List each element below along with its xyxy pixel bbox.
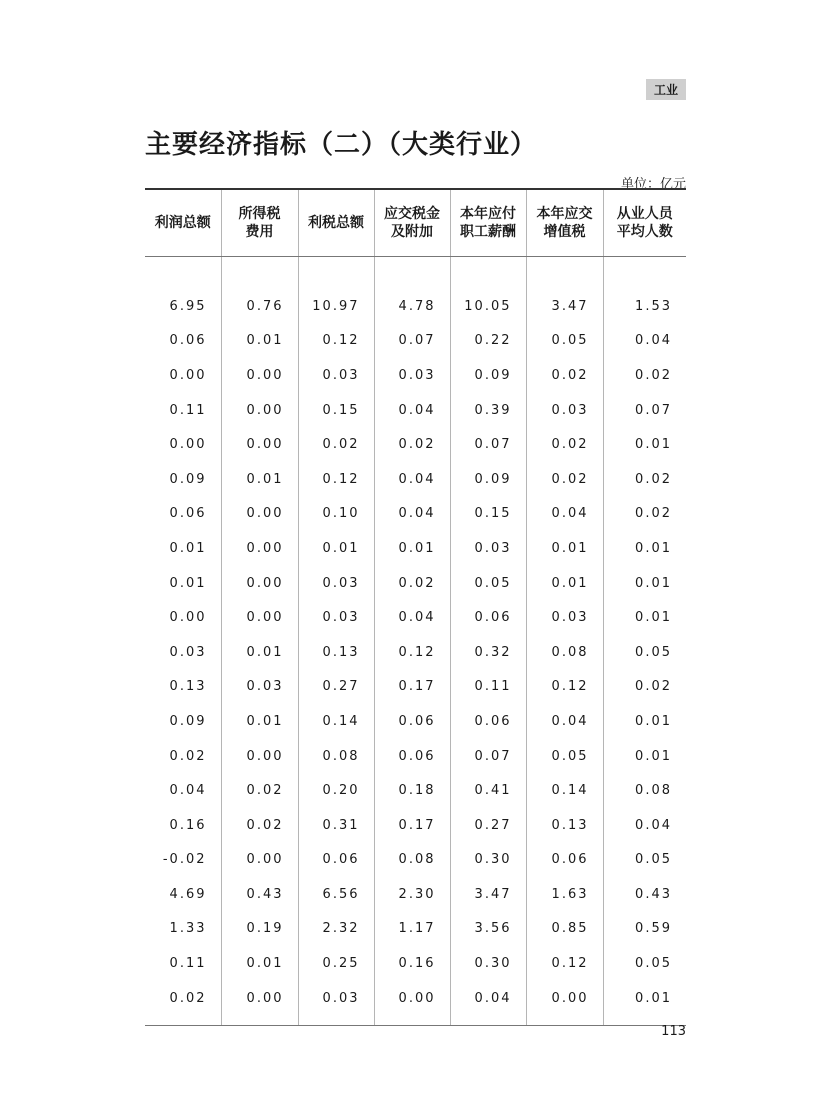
table-cell: 0.02 <box>374 566 450 601</box>
table-row <box>145 600 686 635</box>
table-cell: 0.02 <box>603 497 686 532</box>
table-cell: 4.78 <box>374 257 450 324</box>
table-cell: 0.00 <box>526 981 603 1026</box>
table-cell: 0.13 <box>169 679 207 695</box>
page-title: 主要经济指标（二）（大类行业） <box>145 130 538 160</box>
table-cell: 0.16 <box>374 946 450 981</box>
table-cell: 0.13 <box>298 635 374 670</box>
table-cell: 0.12 <box>298 324 374 359</box>
column-header-line: 费用 <box>245 224 274 240</box>
table-cell: 0.04 <box>374 497 450 532</box>
table-cell: 0.04 <box>603 324 686 359</box>
table-cell: 0.04 <box>374 462 450 497</box>
table-row <box>145 912 686 947</box>
table-row <box>145 566 686 601</box>
table-cell: 0.30 <box>450 843 526 878</box>
table-row <box>145 946 686 981</box>
table-cell: 0.03 <box>526 600 603 635</box>
table-cell: 0.07 <box>603 393 686 428</box>
table-cell: 0.07 <box>374 324 450 359</box>
table-cell: 0.14 <box>298 704 374 739</box>
table-cell: 0.25 <box>298 946 374 981</box>
table-row <box>145 462 686 497</box>
column-header-line: 利润总额 <box>154 215 211 231</box>
table-cell: 0.01 <box>221 324 298 359</box>
table-cell: 0.09 <box>450 462 526 497</box>
table-cell: 0.05 <box>603 635 686 670</box>
table-cell: 0.12 <box>298 462 374 497</box>
table-row <box>145 670 686 705</box>
column-header-line: 职工薪酬 <box>460 224 516 240</box>
table-cell: 0.08 <box>374 843 450 878</box>
table-cell: 1.63 <box>526 877 603 912</box>
table-cell: 0.08 <box>603 773 686 808</box>
table-cell: 0.16 <box>169 817 207 833</box>
table-cell: 0.17 <box>374 808 450 843</box>
table-cell: 0.08 <box>526 635 603 670</box>
table-cell: 0.30 <box>450 946 526 981</box>
table-row <box>145 773 686 808</box>
column-header-line: 所得税 <box>238 206 281 222</box>
table-cell: 0.00 <box>221 393 298 428</box>
table-cell: 0.09 <box>450 358 526 393</box>
column-header-line: 本年应付 <box>460 206 516 222</box>
table-row <box>145 843 686 878</box>
table-cell: 0.05 <box>526 324 603 359</box>
table-cell: 0.19 <box>221 912 298 947</box>
table-cell: 0.39 <box>450 393 526 428</box>
column-header <box>526 189 603 257</box>
table-cell: 0.00 <box>221 531 298 566</box>
column-header-line: 本年应交 <box>536 206 593 222</box>
table-cell: 0.01 <box>603 704 686 739</box>
table-cell: 0.04 <box>374 393 450 428</box>
table-cell: 0.00 <box>374 981 450 1026</box>
table-row <box>145 324 686 359</box>
table-cell: 0.02 <box>526 427 603 462</box>
table-cell: 0.09 <box>169 713 207 729</box>
table-cell: 0.20 <box>298 773 374 808</box>
table-cell: 0.02 <box>374 427 450 462</box>
table-cell: 0.31 <box>298 808 374 843</box>
table-row <box>145 427 686 462</box>
table-cell: -0.02 <box>162 852 207 868</box>
table-cell: 0.05 <box>450 566 526 601</box>
table-cell: 0.03 <box>298 566 374 601</box>
table-row <box>145 981 686 1026</box>
table-cell: 0.11 <box>169 402 207 418</box>
table-cell: 0.01 <box>221 462 298 497</box>
table-cell: 0.03 <box>169 644 207 660</box>
table-cell: 0.01 <box>603 739 686 774</box>
table-cell: 0.04 <box>526 497 603 532</box>
table-cell: 0.01 <box>603 566 686 601</box>
table-cell: 2.32 <box>298 912 374 947</box>
indicator-table <box>145 188 686 1026</box>
table-cell: 0.03 <box>526 393 603 428</box>
table-cell: 0.43 <box>221 877 298 912</box>
table-cell: 0.09 <box>169 471 207 487</box>
table-cell: 6.56 <box>298 877 374 912</box>
table-cell: 0.05 <box>603 946 686 981</box>
table-cell: 0.05 <box>603 843 686 878</box>
table-cell: 0.03 <box>298 600 374 635</box>
table-cell: 0.12 <box>374 635 450 670</box>
table-cell: 0.27 <box>298 670 374 705</box>
table-cell: 0.00 <box>221 566 298 601</box>
column-header-line: 及附加 <box>391 224 433 240</box>
table-cell: 0.12 <box>526 946 603 981</box>
column-header <box>221 189 298 257</box>
table-cell: 0.15 <box>450 497 526 532</box>
header-row <box>145 189 686 257</box>
table-cell: 0.02 <box>526 462 603 497</box>
table-cell: 2.30 <box>374 877 450 912</box>
table-row <box>145 257 686 324</box>
table-cell: 0.01 <box>298 531 374 566</box>
table-cell: 0.01 <box>221 635 298 670</box>
table-cell: 0.76 <box>221 257 298 324</box>
table-header <box>145 189 686 257</box>
table-cell: 0.02 <box>145 981 221 1026</box>
table-cell: 6.95 <box>169 298 207 314</box>
column-header <box>298 189 374 257</box>
page-number: 113 <box>661 1024 686 1039</box>
table-cell: 0.18 <box>374 773 450 808</box>
table-cell: 0.06 <box>169 333 207 349</box>
table-cell: 0.01 <box>603 600 686 635</box>
table-cell: 0.43 <box>603 877 686 912</box>
table-cell: 0.01 <box>526 531 603 566</box>
table-cell: 0.00 <box>221 600 298 635</box>
table-cell: 0.00 <box>221 427 298 462</box>
table-cell: 10.97 <box>298 257 374 324</box>
table-cell: 3.47 <box>450 877 526 912</box>
column-header-line: 增值税 <box>543 224 586 240</box>
table-cell: 0.06 <box>374 704 450 739</box>
table-cell: 0.03 <box>221 670 298 705</box>
column-header-line: 利税总额 <box>308 215 364 231</box>
table-cell: 0.00 <box>169 367 207 383</box>
table-cell: 0.02 <box>169 748 207 764</box>
table-cell: 0.13 <box>526 808 603 843</box>
table-cell: 3.56 <box>450 912 526 947</box>
table-cell: 0.00 <box>169 437 207 453</box>
table-cell: 0.10 <box>298 497 374 532</box>
column-header-line: 平均人数 <box>616 224 673 240</box>
table-row <box>145 635 686 670</box>
table-cell: 0.01 <box>169 575 207 591</box>
table-cell: 0.02 <box>526 358 603 393</box>
table-cell: 0.02 <box>221 808 298 843</box>
table-cell: 0.14 <box>526 773 603 808</box>
table-cell: 10.05 <box>450 257 526 324</box>
table-cell: 0.07 <box>450 739 526 774</box>
table-row <box>145 497 686 532</box>
table-cell: 0.27 <box>450 808 526 843</box>
table-cell: 0.22 <box>450 324 526 359</box>
table-cell: 3.47 <box>526 257 603 324</box>
table-row <box>145 808 686 843</box>
table-cell: 0.01 <box>603 427 686 462</box>
table-cell: 0.01 <box>526 566 603 601</box>
table-cell: 0.02 <box>603 670 686 705</box>
table-cell: 0.17 <box>374 670 450 705</box>
table-cell: 0.02 <box>603 462 686 497</box>
table-cell: 0.11 <box>169 956 207 972</box>
table-cell: 0.00 <box>221 981 298 1026</box>
table-row <box>145 739 686 774</box>
table-cell: 0.03 <box>298 358 374 393</box>
table-cell: 0.01 <box>221 946 298 981</box>
table-row <box>145 531 686 566</box>
table-body <box>145 257 686 1026</box>
table-cell: 0.06 <box>169 506 207 522</box>
table-cell: 0.02 <box>603 358 686 393</box>
table-cell: 0.06 <box>374 739 450 774</box>
table-cell: 0.01 <box>221 704 298 739</box>
column-header <box>374 189 450 257</box>
column-header-line: 从业人员 <box>616 206 673 222</box>
table-cell: 0.01 <box>603 981 686 1026</box>
table-cell: 0.01 <box>603 531 686 566</box>
table-row <box>145 358 686 393</box>
column-header <box>603 189 686 257</box>
table-cell: 0.03 <box>374 358 450 393</box>
column-header-line: 应交税金 <box>384 206 440 222</box>
table-cell: 1.17 <box>374 912 450 947</box>
unit-label: 单位：亿元 <box>620 177 686 192</box>
table-cell: 0.04 <box>526 704 603 739</box>
table-cell: 0.04 <box>169 783 207 799</box>
table-row <box>145 704 686 739</box>
table-cell: 0.00 <box>221 497 298 532</box>
table-cell: 0.00 <box>169 610 207 626</box>
table-cell: 0.04 <box>374 600 450 635</box>
table-cell: 0.06 <box>298 843 374 878</box>
column-header <box>145 189 221 257</box>
column-header <box>450 189 526 257</box>
table-cell: 0.01 <box>374 531 450 566</box>
table-cell: 0.04 <box>450 981 526 1026</box>
table-cell: 4.69 <box>169 886 207 902</box>
table-cell: 0.02 <box>298 427 374 462</box>
table-cell: 0.32 <box>450 635 526 670</box>
table-cell: 1.53 <box>603 257 686 324</box>
table-cell: 0.12 <box>526 670 603 705</box>
table-cell: 0.15 <box>298 393 374 428</box>
table-cell: 0.08 <box>298 739 374 774</box>
table-cell: 0.03 <box>450 531 526 566</box>
table-cell: 0.00 <box>221 739 298 774</box>
table-cell: 0.01 <box>169 540 207 556</box>
table-cell: 0.05 <box>526 739 603 774</box>
table-cell: 0.00 <box>221 358 298 393</box>
table-cell: 0.06 <box>450 704 526 739</box>
table-cell: 0.41 <box>450 773 526 808</box>
table-cell: 0.07 <box>450 427 526 462</box>
section-tag: 工业 <box>646 79 686 100</box>
table-row <box>145 393 686 428</box>
table-cell: 0.03 <box>298 981 374 1026</box>
table-cell: 0.04 <box>603 808 686 843</box>
table-cell: 0.00 <box>221 843 298 878</box>
table-cell: 1.33 <box>169 921 207 937</box>
table-row <box>145 877 686 912</box>
table-cell: 0.11 <box>450 670 526 705</box>
table-cell: 0.02 <box>221 773 298 808</box>
table-cell: 0.59 <box>603 912 686 947</box>
table-cell: 0.85 <box>526 912 603 947</box>
table-cell: 0.06 <box>526 843 603 878</box>
table-cell: 0.06 <box>450 600 526 635</box>
